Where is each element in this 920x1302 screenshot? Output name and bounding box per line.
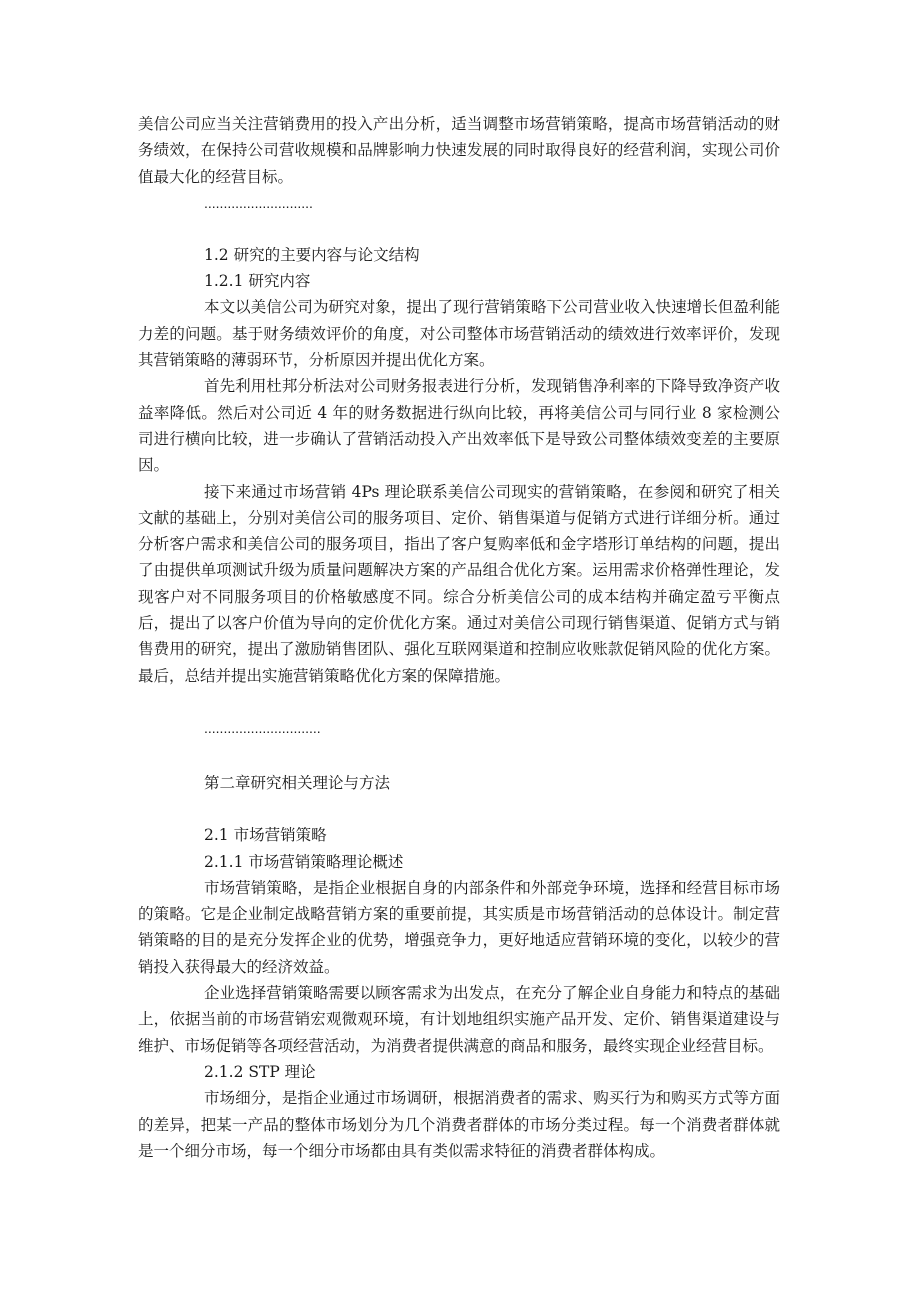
section-heading: 1.2 研究的主要内容与论文结构 bbox=[204, 245, 420, 264]
body-paragraph: 本文以美信公司为研究对象，提出了现行营销策略下公司营业收入快速增长但盈利能力差的问题。基于财务绩效评价的角度，对公司整体市场营销活动的绩效进行效率评价，发现其营销策略的薄弱环节，分析原因并提出优化方案。 bbox=[138, 298, 780, 370]
body-paragraph: 市场营销策略，是指企业根据自身的内部条件和外部竞争环境，选择和经营目标市场的策略。它是企业制定战略营销方案的重要前提，其实质是市场营销活动的总体设计。制定营销策略的目的是充分发挥企业的优势，增强竞争力，更好地适应营销环境的变化，以较少的营销投入获得最大的经济效益。 bbox=[138, 878, 780, 976]
subsection-heading: 2.1.1 市场营销策略理论概述 bbox=[204, 852, 404, 871]
body-paragraph: 接下来通过市场营销 4Ps 理论联系美信公司现实的营销策略，在参阅和研究了相关文献的基础上，分别对美信公司的服务项目、定价、销售渠道与促销方式进行详细分析。通过分析客户需求和美信公司的服务项目，指出了客户复购率低和金字塔形订单结构的问题，提出了由提供单项测试升级为质量问题解决方案的产品组合优化方案。运用需求价格弹性理论，发现客户对不同服务项目的价格敏感度不同。综合分析美信公司的成本结构并确定盈亏平衡点后，提出了以客户价值为导向的定价优化方案。通过对美信公司现行销售渠道、促销方式与销售费用的研究，提出了激励销售团队、强化互联网渠道和控制应收账款促销风险的优化方案。最后，总结并提出实施营销策略优化方案的保障措施。 bbox=[138, 482, 780, 685]
document-page bbox=[138, 111, 780, 1164]
body-paragraph: 首先利用杜邦分析法对公司财务报表进行分析，发现销售净利率的下降导致净资产收益率降低。然后对公司近 4 年的财务数据进行纵向比较，再将美信公司与同行业 8 家检测公司进行横向比较，进一步确认了营销活动投入产出效率低下是导致公司整体绩效变差的主要原因。 bbox=[138, 377, 780, 475]
section-heading: 2.1 市场营销策略 bbox=[204, 826, 327, 845]
ellipsis-separator: ............................ bbox=[204, 194, 313, 211]
intro-paragraph: 美信公司应当关注营销费用的投入产出分析，适当调整市场营销策略，提高市场营销活动的财务绩效，在保持公司营收规模和品牌影响力快速发展的同时取得良好的经营利润，实现公司价值最大化的经营目标。 bbox=[138, 115, 780, 186]
subsection-heading: 2.1.2 STP 理论 bbox=[204, 1062, 316, 1081]
body-paragraph: 企业选择营销策略需要以顾客需求为出发点，在充分了解企业自身能力和特点的基础上，依据当前的市场营销宏观微观环境，有计划地组织实施产品开发、定价、销售渠道建设与维护、市场促销等各项经营活动，为消费者提供满意的商品和服务，最终实现企业经营目标。 bbox=[138, 984, 780, 1055]
subsection-heading: 1.2.1 研究内容 bbox=[204, 272, 311, 291]
chapter-heading: 第二章研究相关理论与方法 bbox=[204, 773, 391, 792]
body-paragraph: 市场细分，是指企业通过市场调研，根据消费者的需求、购买行为和购买方式等方面的差异，把某一产品的整体市场划分为几个消费者群体的市场分类过程。每一个消费者群体就是一个细分市场，每一个细分市场都由具有类似需求特征的消费者群体构成。 bbox=[138, 1089, 780, 1160]
ellipsis-separator: .............................. bbox=[204, 719, 321, 736]
